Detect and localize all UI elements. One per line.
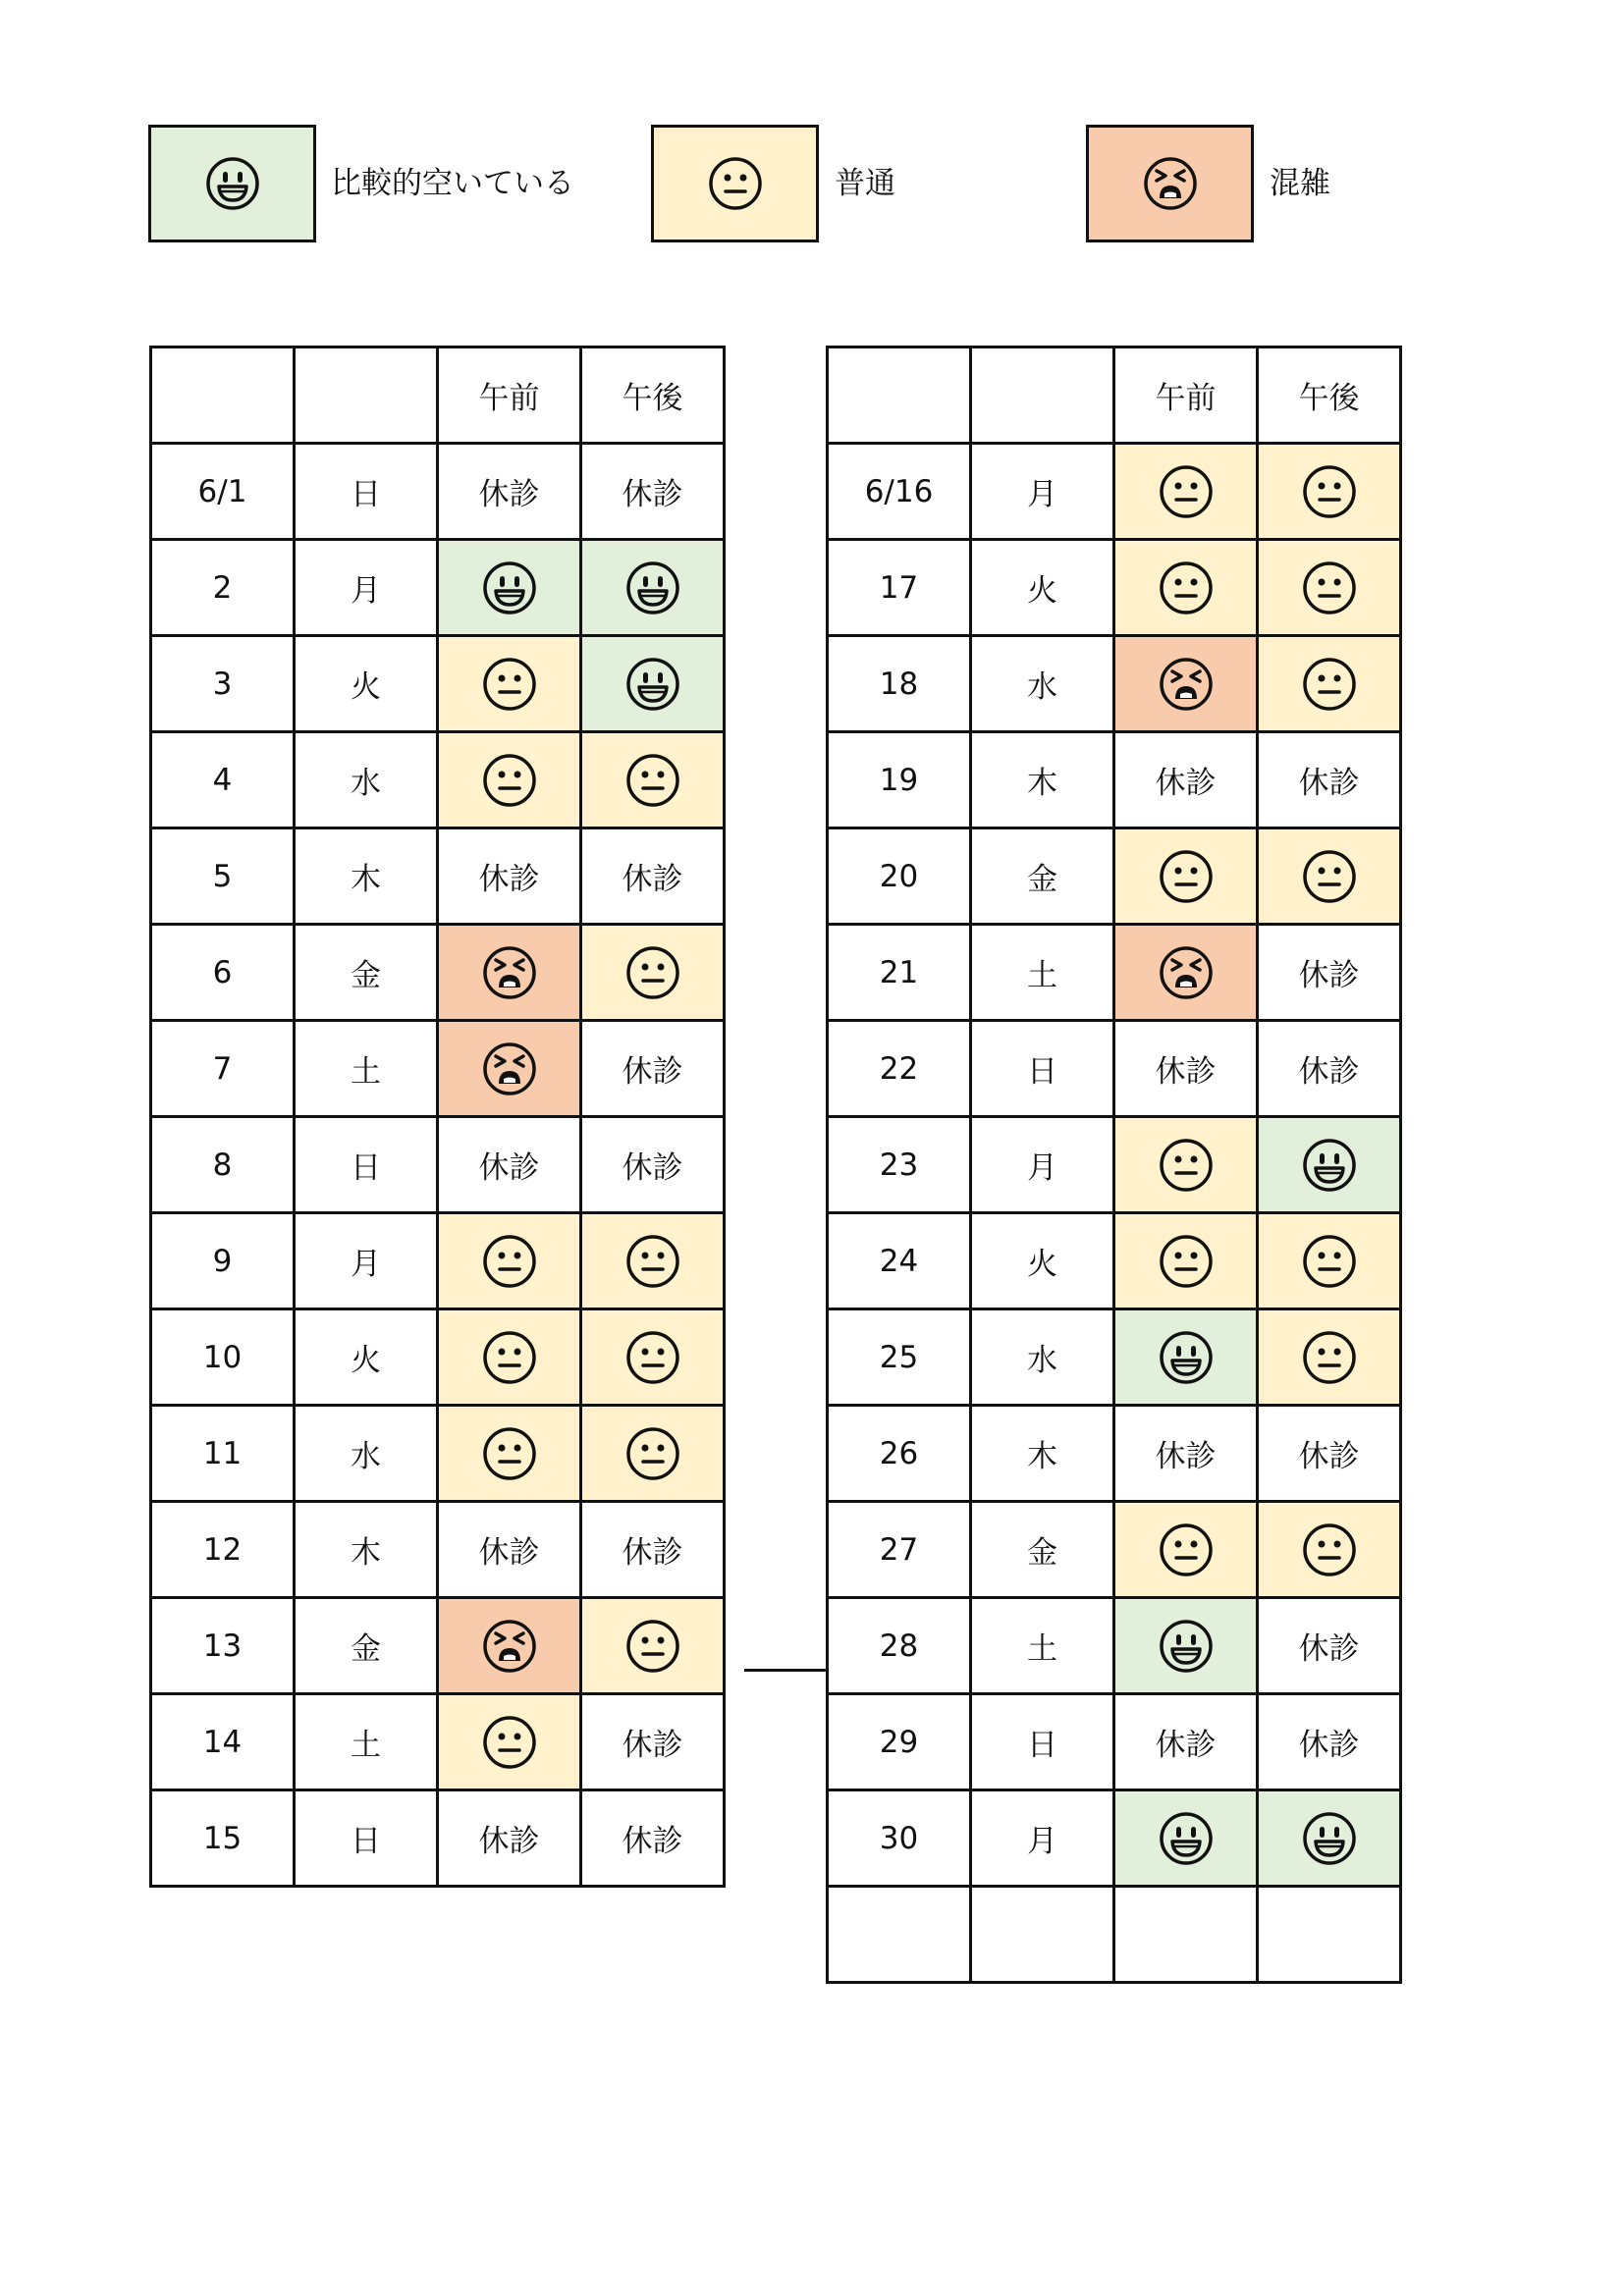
date-cell: 24	[828, 1213, 971, 1309]
table-row	[151, 1406, 725, 1502]
date-cell	[828, 1887, 971, 1983]
weekday-cell: 日	[295, 1117, 438, 1213]
pm-status-cell	[581, 1406, 725, 1502]
weekday-cell: 日	[971, 1021, 1114, 1117]
pm-status-cell	[581, 1021, 725, 1117]
table-row	[151, 1694, 725, 1790]
am-status-cell	[1114, 732, 1258, 828]
table-row	[828, 1213, 1401, 1309]
date-cell: 13	[151, 1598, 295, 1694]
weekday-cell: 火	[971, 1213, 1114, 1309]
weekday-cell: 木	[295, 1502, 438, 1598]
date-cell: 10	[151, 1309, 295, 1406]
date-cell: 12	[151, 1502, 295, 1598]
table-row	[828, 732, 1401, 828]
pm-status-cell	[581, 444, 725, 540]
closed-label: 休診	[1155, 1054, 1217, 1090]
pm-status-cell	[1258, 1887, 1401, 1983]
table-row	[828, 828, 1401, 925]
closed-label: 休診	[478, 477, 540, 512]
neutral-face-icon	[582, 1329, 723, 1386]
date-cell: 30	[828, 1790, 971, 1887]
table-row	[151, 444, 725, 540]
date-cell: 9	[151, 1213, 295, 1309]
closed-label: 休診	[622, 1054, 683, 1090]
table-row	[151, 1598, 725, 1694]
am-status-cell	[438, 1694, 581, 1790]
pm-status-cell	[581, 540, 725, 636]
table-row	[828, 636, 1401, 732]
date-cell: 22	[828, 1021, 971, 1117]
neutral-face-icon	[439, 752, 579, 809]
date-cell: 6/1	[151, 444, 295, 540]
smiling-face-icon	[1115, 1329, 1256, 1386]
pm-status-cell	[1258, 1117, 1401, 1213]
header-row	[828, 347, 1401, 444]
am-status-cell	[438, 1117, 581, 1213]
header-row	[151, 347, 725, 444]
am-status-cell	[438, 828, 581, 925]
legend-swatch-empty	[148, 125, 316, 242]
date-cell: 5	[151, 828, 295, 925]
pm-status-cell	[1258, 1502, 1401, 1598]
neutral-face-icon	[582, 944, 723, 1001]
date-cell: 25	[828, 1309, 971, 1406]
am-status-cell	[438, 1598, 581, 1694]
header-pm-cell: 午後	[581, 347, 725, 444]
neutral-face-icon	[1259, 463, 1399, 520]
weekday-cell: 水	[295, 1406, 438, 1502]
pm-status-cell	[581, 732, 725, 828]
closed-label: 休診	[1298, 1728, 1360, 1763]
weekday-cell: 土	[295, 1021, 438, 1117]
table-row	[151, 1117, 725, 1213]
date-cell: 6/16	[828, 444, 971, 540]
distressed-face-icon	[439, 944, 579, 1001]
am-status-cell	[1114, 636, 1258, 732]
distressed-face-icon	[1142, 155, 1199, 212]
smiling-face-icon	[582, 656, 723, 713]
neutral-face-icon	[1115, 1522, 1256, 1578]
am-status-cell	[438, 1309, 581, 1406]
weekday-cell: 金	[971, 1502, 1114, 1598]
closed-label: 休診	[1298, 1631, 1360, 1667]
closed-label: 休診	[478, 1535, 540, 1571]
table-row	[151, 636, 725, 732]
table-connector-line	[744, 1669, 827, 1672]
neutral-face-icon	[707, 155, 764, 212]
distressed-face-icon	[439, 1041, 579, 1097]
weekday-cell: 木	[971, 1406, 1114, 1502]
neutral-face-icon	[582, 752, 723, 809]
am-status-cell	[1114, 1213, 1258, 1309]
weekday-cell: 土	[971, 925, 1114, 1021]
am-status-cell	[438, 1790, 581, 1887]
smiling-face-icon	[1115, 1810, 1256, 1867]
header-weekday-cell	[971, 347, 1114, 444]
weekday-cell: 月	[971, 1790, 1114, 1887]
legend-swatch-crowded	[1086, 125, 1254, 242]
neutral-face-icon	[439, 1233, 579, 1290]
distressed-face-icon	[1115, 944, 1256, 1001]
neutral-face-icon	[439, 656, 579, 713]
pm-status-cell	[581, 636, 725, 732]
neutral-face-icon	[1115, 848, 1256, 905]
weekday-cell: 月	[971, 1117, 1114, 1213]
neutral-face-icon	[1115, 560, 1256, 616]
date-cell: 18	[828, 636, 971, 732]
table-row	[828, 1694, 1401, 1790]
header-am-cell: 午前	[1114, 347, 1258, 444]
am-status-cell	[1114, 1887, 1258, 1983]
distressed-face-icon	[1115, 656, 1256, 713]
table-row	[828, 925, 1401, 1021]
closed-label: 休診	[1155, 766, 1217, 801]
closed-label: 休診	[478, 862, 540, 897]
weekday-cell: 水	[971, 1309, 1114, 1406]
header-date-cell	[828, 347, 971, 444]
pm-status-cell	[1258, 828, 1401, 925]
table-row	[151, 1790, 725, 1887]
table-row	[151, 925, 725, 1021]
closed-label: 休診	[622, 862, 683, 897]
neutral-face-icon	[439, 1425, 579, 1482]
pm-status-cell	[1258, 1021, 1401, 1117]
weekday-cell: 日	[971, 1694, 1114, 1790]
pm-status-cell	[581, 1213, 725, 1309]
weekday-cell: 火	[295, 636, 438, 732]
smiling-face-icon	[1259, 1137, 1399, 1194]
pm-status-cell	[1258, 540, 1401, 636]
distressed-face-icon	[439, 1618, 579, 1675]
closed-label: 休診	[622, 1824, 683, 1859]
weekday-cell: 木	[295, 828, 438, 925]
table-row	[151, 732, 725, 828]
neutral-face-icon	[1259, 656, 1399, 713]
weekday-cell	[971, 1887, 1114, 1983]
pm-status-cell	[581, 1309, 725, 1406]
date-cell: 28	[828, 1598, 971, 1694]
pm-status-cell	[1258, 1598, 1401, 1694]
smiling-face-icon	[1115, 1618, 1256, 1675]
table-row	[828, 1021, 1401, 1117]
table-row	[828, 1309, 1401, 1406]
am-status-cell	[1114, 444, 1258, 540]
pm-status-cell	[581, 1598, 725, 1694]
table-row	[828, 1598, 1401, 1694]
pm-status-cell	[1258, 1406, 1401, 1502]
neutral-face-icon	[1115, 1233, 1256, 1290]
am-status-cell	[1114, 1021, 1258, 1117]
schedule-table-second-half	[826, 346, 1402, 1984]
weekday-cell: 火	[971, 540, 1114, 636]
header-weekday-cell	[295, 347, 438, 444]
header-am-cell: 午前	[438, 347, 581, 444]
am-status-cell	[438, 1021, 581, 1117]
legend-swatch-normal	[651, 125, 819, 242]
neutral-face-icon	[439, 1714, 579, 1771]
pm-status-cell	[581, 1790, 725, 1887]
am-status-cell	[1114, 1309, 1258, 1406]
legend-label-empty: 比較的空いている	[331, 166, 574, 201]
pm-status-cell	[1258, 1213, 1401, 1309]
date-cell: 8	[151, 1117, 295, 1213]
neutral-face-icon	[582, 1233, 723, 1290]
weekday-cell: 日	[295, 444, 438, 540]
pm-status-cell	[581, 925, 725, 1021]
table-row	[828, 1790, 1401, 1887]
weekday-cell: 水	[295, 732, 438, 828]
table-row	[151, 1213, 725, 1309]
neutral-face-icon	[1259, 1329, 1399, 1386]
weekday-cell: 火	[295, 1309, 438, 1406]
date-cell: 19	[828, 732, 971, 828]
date-cell: 17	[828, 540, 971, 636]
table-row	[151, 828, 725, 925]
neutral-face-icon	[582, 1425, 723, 1482]
header-date-cell	[151, 347, 295, 444]
smiling-face-icon	[582, 560, 723, 616]
legend-label-normal: 普通	[835, 166, 895, 201]
am-status-cell	[438, 540, 581, 636]
am-status-cell	[1114, 828, 1258, 925]
neutral-face-icon	[1259, 560, 1399, 616]
weekday-cell: 月	[295, 1213, 438, 1309]
am-status-cell	[438, 1406, 581, 1502]
am-status-cell	[1114, 1502, 1258, 1598]
neutral-face-icon	[582, 1618, 723, 1675]
neutral-face-icon	[1115, 463, 1256, 520]
weekday-cell: 水	[971, 636, 1114, 732]
weekday-cell: 木	[971, 732, 1114, 828]
weekday-cell: 土	[971, 1598, 1114, 1694]
schedule-table-first-half	[149, 346, 726, 1888]
table-row	[151, 1502, 725, 1598]
neutral-face-icon	[1259, 1233, 1399, 1290]
weekday-cell: 月	[971, 444, 1114, 540]
closed-label: 休診	[1155, 1728, 1217, 1763]
pm-status-cell	[581, 1502, 725, 1598]
closed-label: 休診	[1298, 958, 1360, 993]
closed-label: 休診	[622, 477, 683, 512]
pm-status-cell	[581, 828, 725, 925]
weekday-cell: 金	[971, 828, 1114, 925]
pm-status-cell	[1258, 636, 1401, 732]
weekday-cell: 金	[295, 1598, 438, 1694]
am-status-cell	[438, 925, 581, 1021]
am-status-cell	[1114, 1694, 1258, 1790]
am-status-cell	[438, 732, 581, 828]
table-row	[828, 444, 1401, 540]
am-status-cell	[1114, 1790, 1258, 1887]
am-status-cell	[438, 444, 581, 540]
am-status-cell	[1114, 1598, 1258, 1694]
closed-label: 休診	[622, 1728, 683, 1763]
date-cell: 14	[151, 1694, 295, 1790]
date-cell: 7	[151, 1021, 295, 1117]
closed-label: 休診	[478, 1824, 540, 1859]
weekday-cell: 月	[295, 540, 438, 636]
table-row	[151, 540, 725, 636]
neutral-face-icon	[1259, 848, 1399, 905]
pm-status-cell	[1258, 444, 1401, 540]
closed-label: 休診	[478, 1150, 540, 1186]
table-row	[151, 1309, 725, 1406]
closed-label: 休診	[622, 1535, 683, 1571]
date-cell: 15	[151, 1790, 295, 1887]
date-cell: 6	[151, 925, 295, 1021]
weekday-cell: 土	[295, 1694, 438, 1790]
date-cell: 27	[828, 1502, 971, 1598]
date-cell: 29	[828, 1694, 971, 1790]
weekday-cell: 金	[295, 925, 438, 1021]
closed-label: 休診	[1298, 1439, 1360, 1474]
pm-status-cell	[581, 1694, 725, 1790]
am-status-cell	[438, 1502, 581, 1598]
am-status-cell	[1114, 540, 1258, 636]
date-cell: 21	[828, 925, 971, 1021]
closed-label: 休診	[622, 1150, 683, 1186]
am-status-cell	[1114, 1406, 1258, 1502]
weekday-cell: 日	[295, 1790, 438, 1887]
date-cell: 11	[151, 1406, 295, 1502]
date-cell: 26	[828, 1406, 971, 1502]
pm-status-cell	[1258, 1790, 1401, 1887]
closed-label: 休診	[1155, 1439, 1217, 1474]
smiling-face-icon	[204, 155, 261, 212]
date-cell: 2	[151, 540, 295, 636]
neutral-face-icon	[1259, 1522, 1399, 1578]
smiling-face-icon	[1259, 1810, 1399, 1867]
header-pm-cell: 午後	[1258, 347, 1401, 444]
table-row	[828, 540, 1401, 636]
neutral-face-icon	[1115, 1137, 1256, 1194]
date-cell: 3	[151, 636, 295, 732]
date-cell: 20	[828, 828, 971, 925]
pm-status-cell	[1258, 925, 1401, 1021]
table-row	[828, 1117, 1401, 1213]
pm-status-cell	[1258, 1309, 1401, 1406]
legend-label-crowded: 混雑	[1270, 166, 1330, 201]
pm-status-cell	[581, 1117, 725, 1213]
am-status-cell	[438, 636, 581, 732]
table-row	[828, 1887, 1401, 1983]
am-status-cell	[438, 1213, 581, 1309]
date-cell: 4	[151, 732, 295, 828]
closed-label: 休診	[1298, 1054, 1360, 1090]
smiling-face-icon	[439, 560, 579, 616]
table-row	[828, 1406, 1401, 1502]
closed-label: 休診	[1298, 766, 1360, 801]
table-row	[151, 1021, 725, 1117]
table-row	[828, 1502, 1401, 1598]
pm-status-cell	[1258, 1694, 1401, 1790]
am-status-cell	[1114, 1117, 1258, 1213]
neutral-face-icon	[439, 1329, 579, 1386]
am-status-cell	[1114, 925, 1258, 1021]
pm-status-cell	[1258, 732, 1401, 828]
date-cell: 23	[828, 1117, 971, 1213]
